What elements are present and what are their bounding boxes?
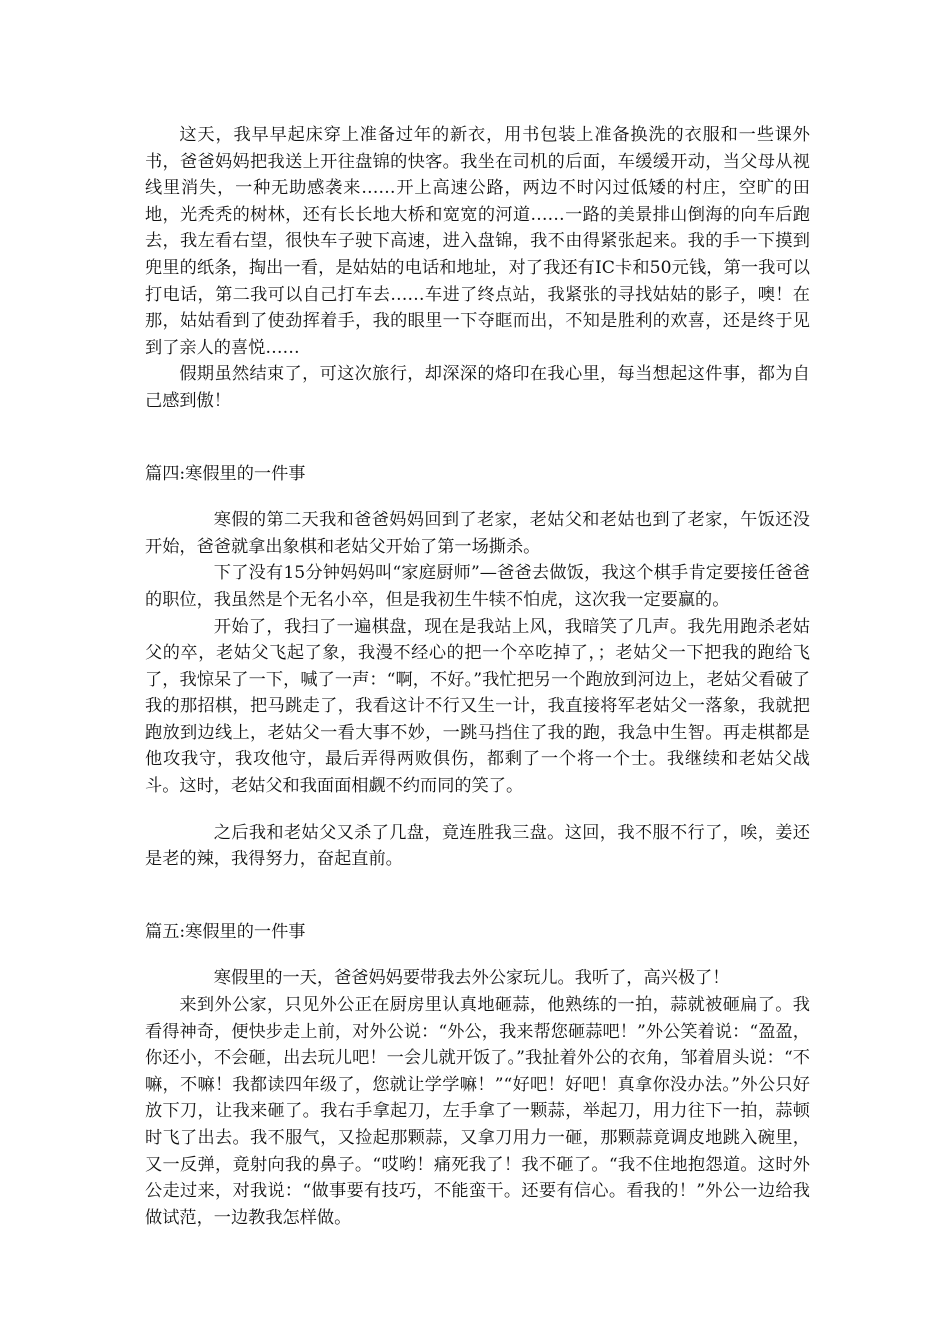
paragraph: 假期虽然结束了，可这次旅行，却深深的烙印在我心里，每当想起这件事，都为自己感到傲！ [145, 364, 810, 411]
spacer [145, 800, 810, 820]
spacer [145, 487, 810, 507]
paragraph: 寒假里的一天，爸爸妈妈要带我去外公家玩儿。我听了，高兴极了！ [213, 968, 730, 989]
paragraph: 下了没有15分钟妈妈叫“家庭厨师”—爸爸去做饭，我这个棋手肯定要接任爸爸的职位，我虽然是个无名小卒，但是我初生牛犊不怕虎，这次我一定要赢的。 [145, 563, 810, 610]
spacer [145, 873, 810, 919]
paragraph: 寒假的第二天我和爸爸妈妈回到了老家，老姑父和老姑也到了老家，午饭还没开始，爸爸就拿出象棋和老姑父开始了第一场撕杀。 [145, 510, 810, 557]
paragraph: 这天，我早早起床穿上准备过年的新衣，用书包装上准备换洗的衣服和一些课外书，爸爸妈妈把我送上开往盘锦的快客。我坐在司机的后面，车缓缓开动，当父母从视线里消失，一种无助感袭来……开上高速公路，两边不时闪过低矮的村庄，空旷的田地，光秃秃的树林，还有长长地大桥和宽宽的河道……一路的美景排山倒海的向车后跑去，我左看右望，很快车子驶下高速，进入盘锦，我不由得紧张起来。我的手一下摸到兜里的纸条，掏出一看，是姑姑的电话和地址，对了我还有IC卡和50元钱，第一我可以打电话，第二我可以自己打车去……车进了终点站，我紧张的寻找姑姑的影子，噢！在那，姑姑看到了使劲挥着手，我的眼里一下夺眶而出，不知是胜利的欢喜，还是终于见到了亲人的喜悦…… [145, 125, 810, 358]
spacer [145, 415, 810, 461]
paragraph: 之后我和老姑父又杀了几盘，竟连胜我三盘。这回，我不服不行了，唉，姜还是老的辣，我得努力，奋起直前。 [145, 822, 810, 870]
document-page [145, 122, 810, 1231]
paragraph: 开始了，我扫了一遍棋盘，现在是我站上风，我暗笑了几声。我先用跑杀老姑父的卒，老姑父飞起了象，我漫不经心的把一个卒吃掉了，；老姑父一下把我的跑给飞了，我惊呆了一下，喊了一声：“啊，不好。”我忙把另一个跑放到河边上，老姑父看破了我的那招棋，把马跳走了，我看这计不行又生一计，我直接将军老姑父一落象，我就把跑放到边线上，老姑父一看大事不妙，一跳马挡住了我的跑，我急中生智。再走棋都是他攻我守，我攻他守，最后弄得两败俱伤，都剩了一个将一个士。我继续和老姑父战斗。这时，老姑父和我面面相觑不约而同的笑了。 [145, 616, 810, 797]
section-heading: 篇四:寒假里的一件事 [145, 463, 306, 484]
spacer [145, 945, 810, 965]
section-heading: 篇五:寒假里的一件事 [145, 921, 306, 942]
paragraph: 来到外公家，只见外公正在厨房里认真地砸蒜，他熟练的一拍，蒜就被砸扁了。我看得神奇，便快步走上前，对外公说：“外公，我来帮您砸蒜吧！”外公笑着说：“盈盈，你还小，不会砸，出去玩儿吧！一会儿就开饭了。”我扯着外公的衣角，邹着眉头说：“不嘛，不嘛！我都读四年级了，您就让学学嘛！”“好吧！好吧！真拿你没办法。”外公只好放下刀，让我来砸了。我右手拿起刀，左手拿了一颗蒜，举起刀，用力往下一拍，蒜顿时飞了出去。我不服气，又捡起那颗蒜，又拿刀用力一砸，那颗蒜竟调皮地跳入碗里，又一反弹，竟射向我的鼻子。“哎哟！痛死我了！我不砸了。“我不住地抱怨道。这时外公走过来，对我说：“做事要有技巧，不能蛮干。还要有信心。看我的！”外公一边给我做试范，一边教我怎样做。 [145, 995, 810, 1228]
